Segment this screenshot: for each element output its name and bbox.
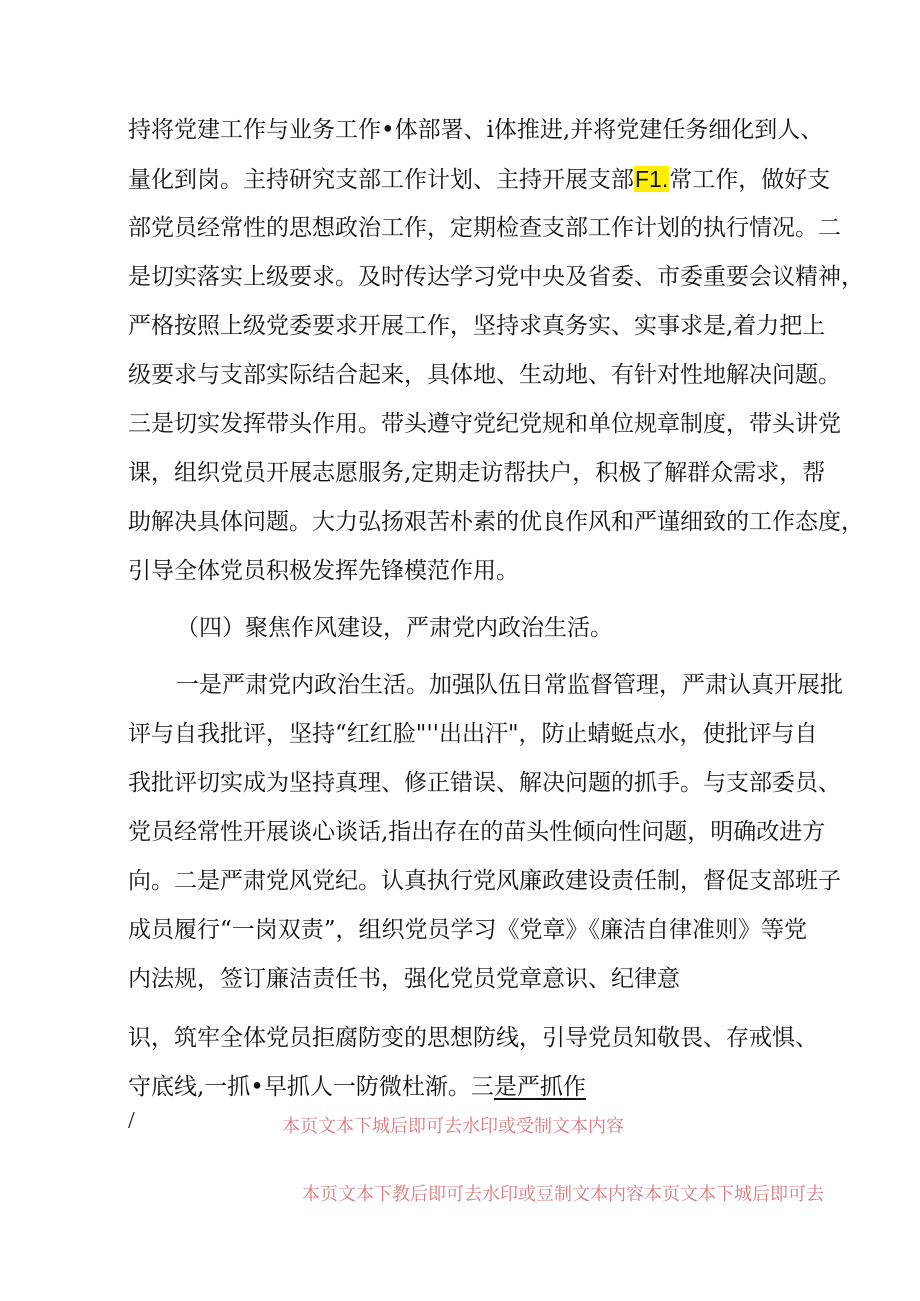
para-line-4: 党员经常性开展谈心谈话,指出存在的苗头性倾向性问题，明确改进方	[128, 819, 826, 845]
watermark-line-1: 本页文本下城后即可去水印或受制文本内容	[282, 1116, 624, 1137]
body-line-7: 三是切实发挥带头作用。带头遵守党纪党规和单位规章制度，带头讲党	[128, 411, 841, 437]
body-line-2-text-a: 量化到岗。主持研究支部工作计划、主持开展支部	[128, 167, 634, 193]
body-line-10: 引导全体党员积极发挥先锋模范作用。	[128, 558, 519, 584]
body-line-2	[128, 164, 920, 195]
body-line-3: 部党员经常性的思想政治工作，定期检查支部工作计划的执行情况。二	[128, 215, 841, 241]
body-line-5: 严格按照上级党委要求开展工作，坚持求真务实、实事求是,着力把上	[128, 313, 826, 339]
body-line-9: 助解决具体问题。大力弘扬艰苦朴素的优良作风和严谨细致的工作态度，	[128, 509, 864, 535]
body-line-6: 级要求与支部实际结合起来，具体地、生动地、有针对性地解决问题。	[128, 362, 841, 388]
body-line-1: 持将党建工作与业务工作•体部署、i体推进,并将党建任务细化到人、	[128, 117, 824, 143]
watermark-line-2: 本页文本下教后即可去水印或豆制文本内容本页文本下城后即可去	[302, 1184, 824, 1205]
para-line-3: 我批评切实成为坚持真理、修正错误、解决问题的抓手。与支部委员、	[128, 770, 841, 796]
para-line-5: 向。二是严肃党风党纪。认真执行党风廉政建设责任制，督促支部班子	[128, 868, 841, 894]
para-line-2: 评与自我批评，坚持“红红脸"''出出汗"，防止蜻蜓点水，使批评与自	[128, 721, 818, 747]
body-line-8: 课，组织党员开展志愿服务,定期走访帮扶户，积极了解群众需求，帮	[128, 460, 826, 486]
body-line-4: 是切实落实上级要求。及时传达学习党中央及省委、市委重要会议精神，	[128, 264, 864, 290]
para-line-1: 一是严肃党内政治生活。加强队伍日常监督管理，严肃认真开展批	[176, 672, 843, 698]
highlighted-text: F1.	[635, 166, 669, 192]
para-line-7: 内法规，签订廉洁责任书，强化党员党章意识、纪律意	[128, 966, 680, 992]
section-heading: （四）聚焦作风建设，严肃党内政治生活。	[176, 615, 613, 641]
slash-mark: /	[128, 1108, 135, 1134]
para-line-9-text: 守底线,一抓•早抓人一防微杜渐。三	[128, 1074, 494, 1100]
para-line-9	[128, 1072, 920, 1102]
underlined-text: 是严抓作	[493, 1074, 586, 1100]
para-line-6: 成员履行“一岗双责”，组织党员学习《党章》《廉洁自律准则》等党	[128, 917, 808, 943]
body-line-2-text-b: 常工作，做好支	[669, 167, 831, 193]
para-line-8: 识，筑牢全体党员拒腐防变的思想防线，引导党员知敬畏、存戒惧、	[128, 1025, 818, 1051]
